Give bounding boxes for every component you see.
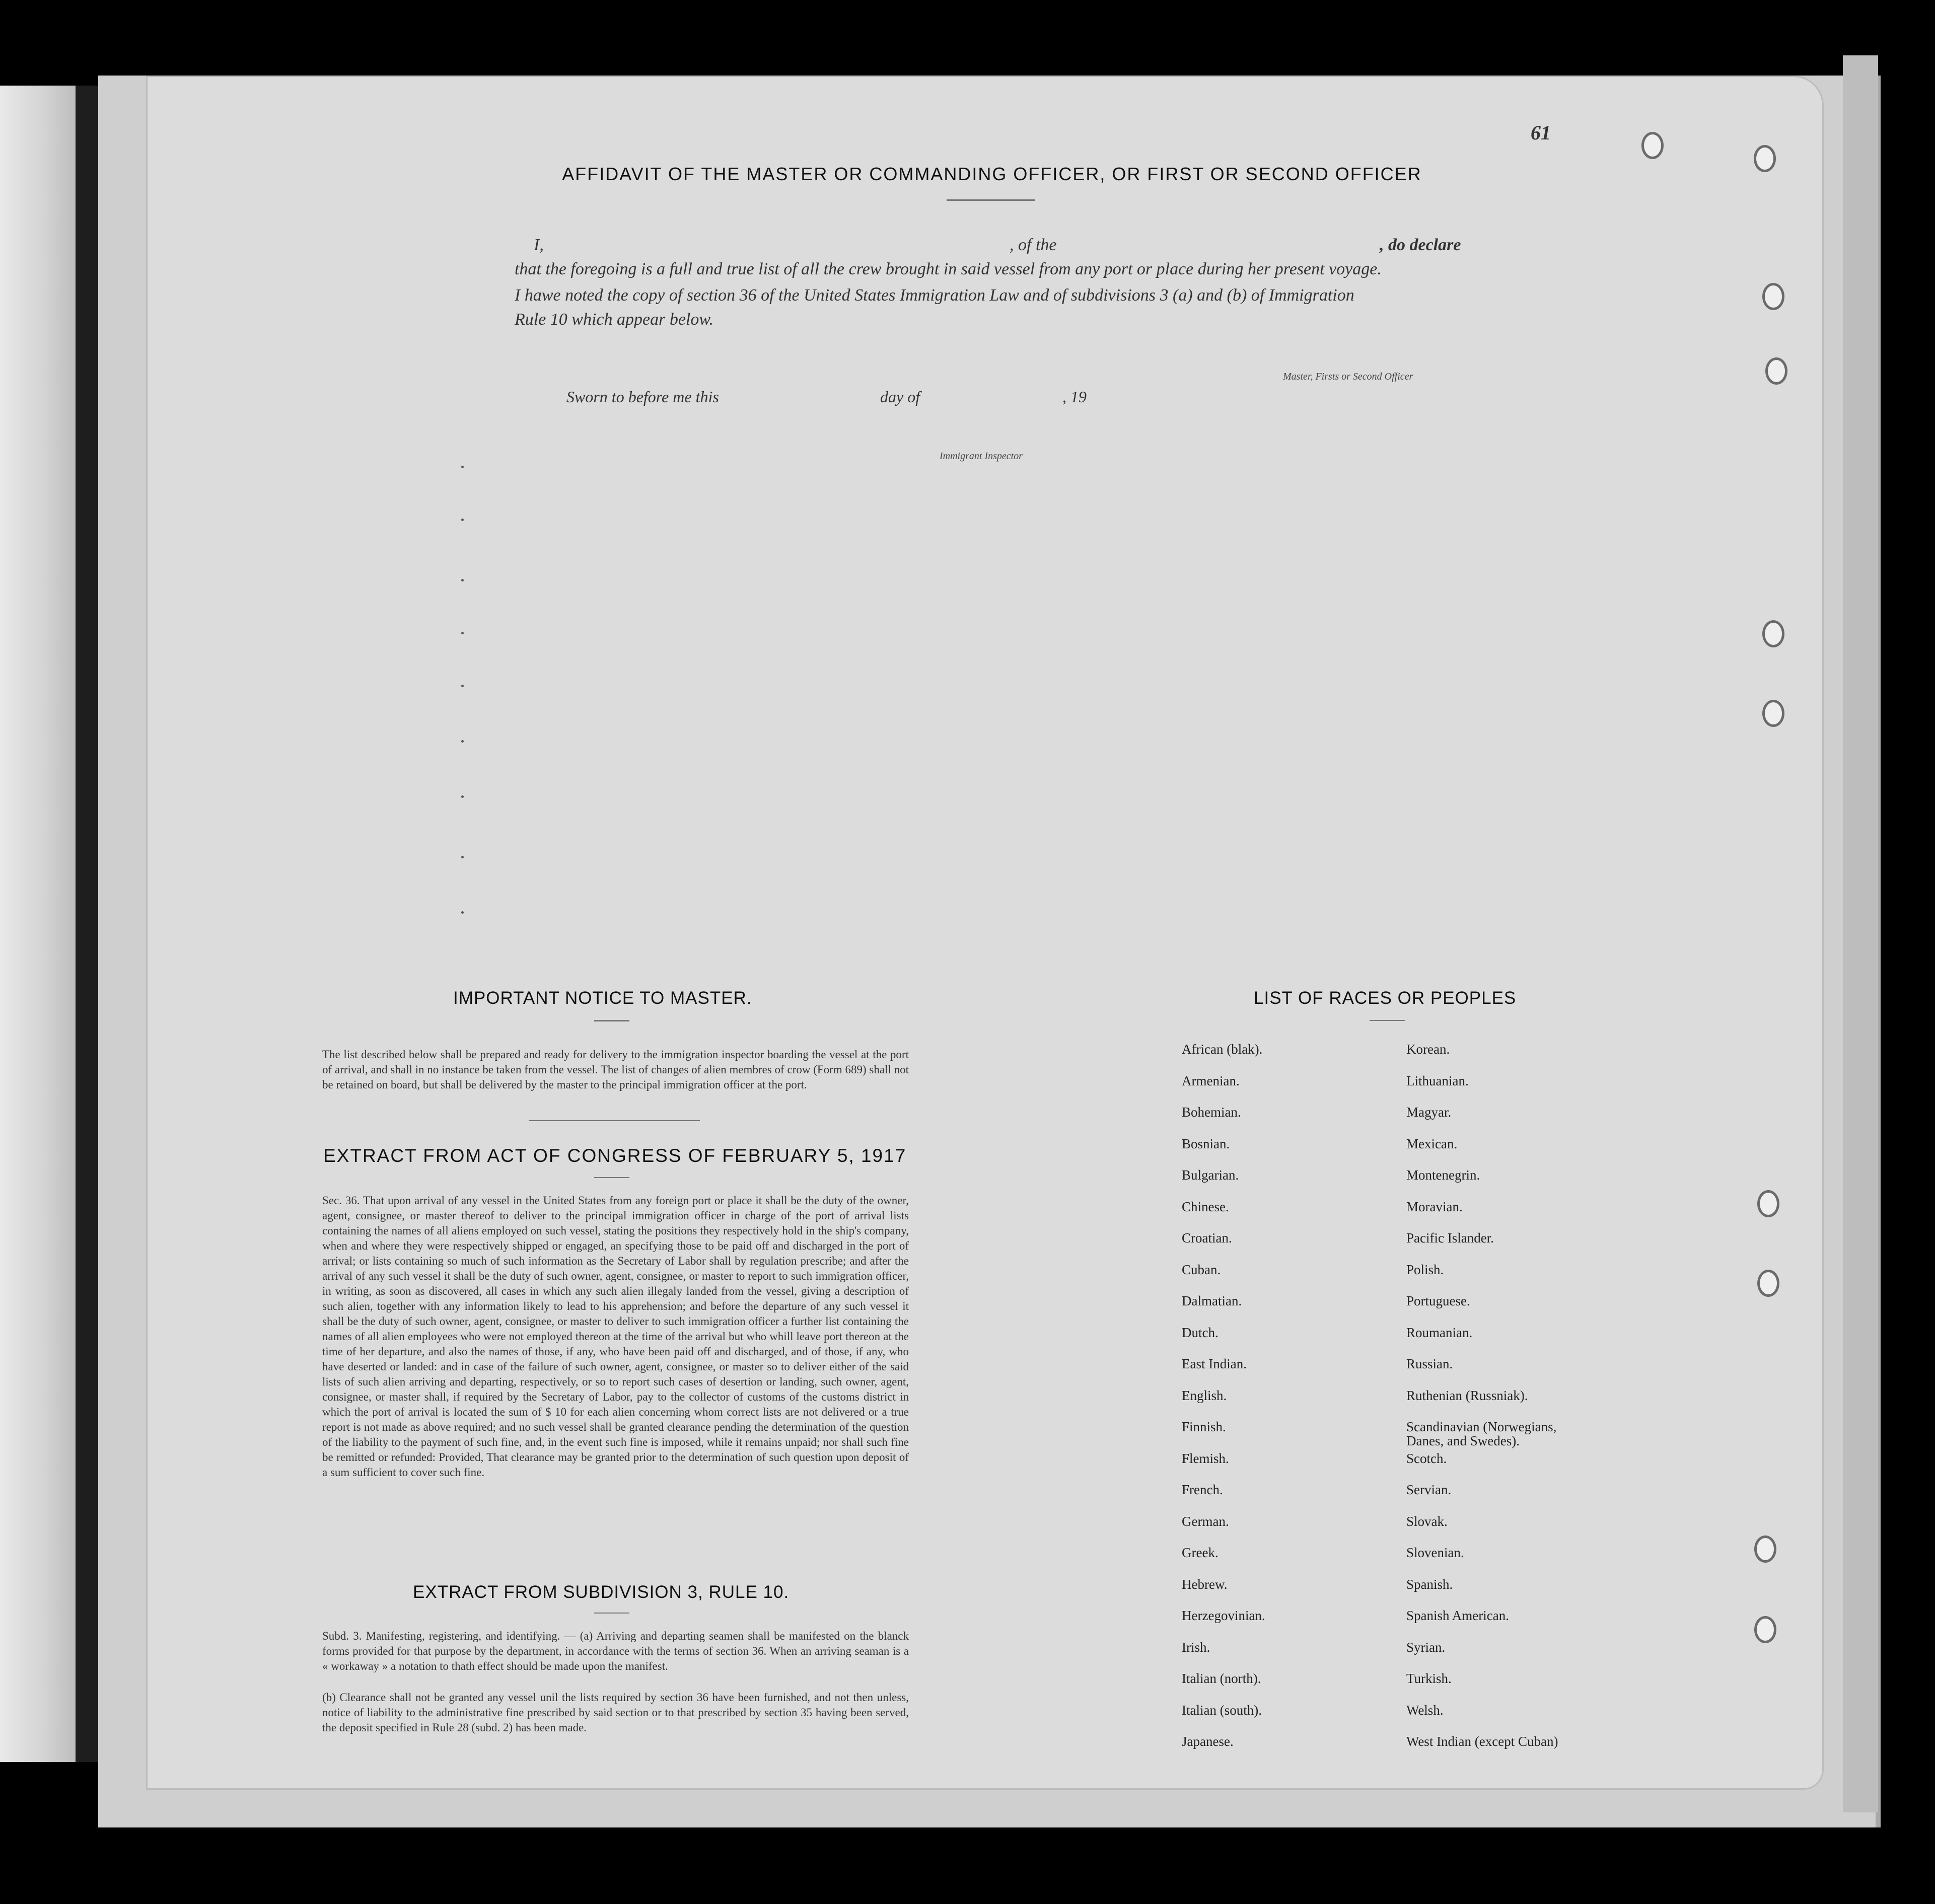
race-item: Roumanian. (1406, 1325, 1473, 1340)
day-of-label: day of (880, 388, 920, 406)
punch-hole-icon (1754, 1535, 1776, 1563)
margin-dot (461, 795, 464, 798)
race-item: Flemish. (1182, 1450, 1229, 1466)
affidavit-line-1: that the foregoing is a full and true list of all the crew brought in said vessel from any port or place during her present voyage. (515, 260, 1382, 278)
race-item: Hebrew. (1182, 1576, 1228, 1592)
race-item: Montenegrin. (1406, 1167, 1480, 1183)
race-item: German. (1182, 1513, 1229, 1529)
act-text: Sec. 36. That upon arrival of any vessel in the United States from any foreign port or place it shall be the duty of the owner, agent, consignee, or master thereof to deliver to the principal immigration officer in charge of the port of arrival lists containing the names of all aliens employed on such vessel, stating the positions they respectively hold in the ship's company, when and where they were respectively shipped or engaged, an specifying those to be paid off and discharged in the port of arrival; or lists containing so much of such information as the Secretary of Labor shall by regulation prescribe; and after the arrival of any such vessel it shall be the duty of such owner, agent, consignee, or master to report to such immigration officer, in writing, as soon as discovered, all cases in which any such alien illegaly landed from the vessel, giving a description of such alien, together with any information likely to lead to his apprehension; and before the departure of any such vessel it shall be the duty of such owner, agent, consignee, or master to deliver to such immigration officer a further list containing the names of all alien employees who were not employed thereon at the time of the arrival but who whill leave port thereon at the time of her departure, and also the names of those, if any, who have been paid off and discharged, and of those, if any, who have deserted or landed: and in case of the failure of such owner, agent, consignee, or master so to deliver either of the said lists of such alien arriving and departing, respectively, or so to report such cases of desertion or landing, such owner, agent, consignee, or master shall, if required by the Secretary of Labor, pay to the collector of customs of the customs district in which the port of arrival is located the sum of $ 10 for each alien concerning whom correct lists are not delivered or a true report is not made as above required; and no such vessel shall be granted clearance pending the determination of the question of the liability to the payment of such fine, and, in the event such fine is imposed, while it remains unpaid; nor shall such fine be remitted or refunded: Provided, That clearance may be granted prior to the determination of such question upon deposit of a sum sufficient to cover such fine. (322, 1194, 909, 1479)
race-item: African (blak). (1182, 1042, 1263, 1057)
sworn-label: Sworn to before me this (566, 388, 719, 406)
race-item: Italian (north). (1182, 1671, 1261, 1686)
races-column-2 (1406, 1042, 1648, 1766)
rule-rule (594, 1613, 629, 1614)
race-item: Mexican. (1406, 1136, 1458, 1151)
race-item: Spanish. (1406, 1576, 1453, 1592)
punch-hole-icon (1762, 700, 1784, 727)
left-page-edge (0, 86, 76, 1762)
margin-dot (461, 740, 464, 743)
punch-hole-icon (1762, 283, 1784, 310)
inspector-signature-label: Immigrant Inspector (940, 451, 1023, 462)
race-item: Polish. (1406, 1262, 1444, 1277)
race-item: East Indian. (1182, 1356, 1247, 1371)
race-item: Spanish American. (1406, 1608, 1509, 1623)
margin-dot (461, 856, 464, 858)
race-item: Slovak. (1406, 1513, 1448, 1529)
race-item: Welsh. (1406, 1702, 1444, 1718)
race-item: Russian. (1406, 1356, 1453, 1371)
affidavit-of-the: , of the (1010, 236, 1057, 254)
races-column-1 (1182, 1042, 1393, 1766)
affidavit-line-2: I hawe noted the copy of section 36 of the United States Immigration Law and of subdivisions 3 (a) and (b) of Immigration (515, 286, 1354, 305)
page-number: 61 (1531, 121, 1551, 144)
notice-text: The list described below shall be prepared and ready for delivery to the immigration inspector boarding the vessel at the port of arrival, and shall in no instance be taken from the vessel. The list of changes of alien membres of crow (Form 689) shall not be retained on board, but shall be delivered by the master to the principal immigration officer at the port. (322, 1048, 909, 1091)
act-title: EXTRACT FROM ACT OF CONGRESS OF FEBRUARY 5, 1917 (323, 1145, 907, 1166)
rule-title: EXTRACT FROM SUBDIVISION 3, RULE 10. (413, 1582, 790, 1602)
race-item: Bulgarian. (1182, 1167, 1239, 1183)
race-item: Bohemian. (1182, 1105, 1241, 1120)
margin-dot (461, 466, 464, 468)
race-item: Greek. (1182, 1545, 1219, 1560)
race-item: Bosnian. (1182, 1136, 1230, 1151)
races-rule (1370, 1020, 1405, 1021)
race-item: Scotch. (1406, 1450, 1447, 1466)
affidavit-do-declare: , do declare (1380, 236, 1461, 254)
race-item: Magyar. (1406, 1105, 1452, 1120)
under-page-right-edge (1843, 55, 1878, 1812)
affidavit-title: AFFIDAVIT OF THE MASTER OR COMMANDING OFFICER, OR FIRST OR SECOND OFFICER (562, 164, 1422, 184)
race-item: Pacific Islander. (1406, 1230, 1494, 1246)
race-item: Ruthenian (Russniak). (1406, 1387, 1528, 1403)
race-item: Korean. (1406, 1042, 1450, 1057)
race-item: Finnish. (1182, 1419, 1226, 1434)
year-label: , 19 (1062, 388, 1087, 406)
margin-dot (461, 632, 464, 634)
race-item: French. (1182, 1482, 1223, 1497)
race-item: Moravian. (1406, 1199, 1463, 1214)
punch-hole-icon (1765, 357, 1787, 385)
left-binding-shadow (76, 86, 98, 1762)
master-signature-label: Master, Firsts or Second Officer (1283, 371, 1413, 382)
race-item: Portuguese. (1406, 1293, 1470, 1308)
race-item: West Indian (except Cuban) (1406, 1734, 1558, 1749)
act-rule (594, 1177, 629, 1178)
race-item: Scandinavian (Norwegians, Danes, and Swedes). (1406, 1419, 1557, 1448)
title-rule (947, 199, 1035, 201)
notice-divider (529, 1120, 700, 1121)
punch-hole-icon (1754, 145, 1776, 172)
race-item: Italian (south). (1182, 1702, 1262, 1718)
punch-hole-icon (1754, 1616, 1776, 1643)
race-item: Turkish. (1406, 1671, 1452, 1686)
margin-dot (461, 685, 464, 687)
notice-rule (594, 1020, 629, 1021)
affidavit-line-3: Rule 10 which appear below. (515, 310, 714, 329)
punch-hole-icon (1757, 1190, 1779, 1217)
race-item: Lithuanian. (1406, 1073, 1469, 1088)
race-item: Servian. (1406, 1482, 1452, 1497)
race-item: Croatian. (1182, 1230, 1232, 1246)
race-item: Dutch. (1182, 1325, 1219, 1340)
punch-hole-icon (1641, 132, 1664, 159)
rule-text-a: Subd. 3. Manifesting, registering, and identifying. — (a) Arriving and departing seamen shall be manifested on the blanck forms provided for that purpose by the department, in accordance with the terms of section 36. When an arriving seaman is a « workaway » a notation to thath effect should be made upon the manifest. (322, 1630, 909, 1672)
race-item: Herzegovinian. (1182, 1608, 1265, 1623)
race-item: Cuban. (1182, 1262, 1221, 1277)
race-item: Slovenian. (1406, 1545, 1464, 1560)
race-item: English. (1182, 1387, 1227, 1403)
punch-hole-icon (1757, 1270, 1779, 1297)
race-item: Syrian. (1406, 1639, 1446, 1655)
punch-hole-icon (1762, 620, 1784, 647)
margin-dot (461, 519, 464, 521)
rule-text-b: (b) Clearance shall not be granted any vessel unil the lists required by section 36 have been furnished, and not then unless, notice of liability to the administrative fine prescribed by said section or to that prescribed by section 35 having been served, the deposit specified in Rule 28 (subd. 2) has been made. (322, 1691, 909, 1734)
notice-title: IMPORTANT NOTICE TO MASTER. (453, 988, 752, 1008)
races-title: LIST OF RACES OR PEOPLES (1254, 988, 1517, 1008)
race-item: Armenian. (1182, 1073, 1240, 1088)
race-item: Chinese. (1182, 1199, 1229, 1214)
margin-dot (461, 911, 464, 914)
margin-dot (461, 579, 464, 581)
race-item: Japanese. (1182, 1734, 1234, 1749)
race-item: Dalmatian. (1182, 1293, 1242, 1308)
affidavit-i: I, (534, 236, 544, 254)
race-item: Irish. (1182, 1639, 1210, 1655)
